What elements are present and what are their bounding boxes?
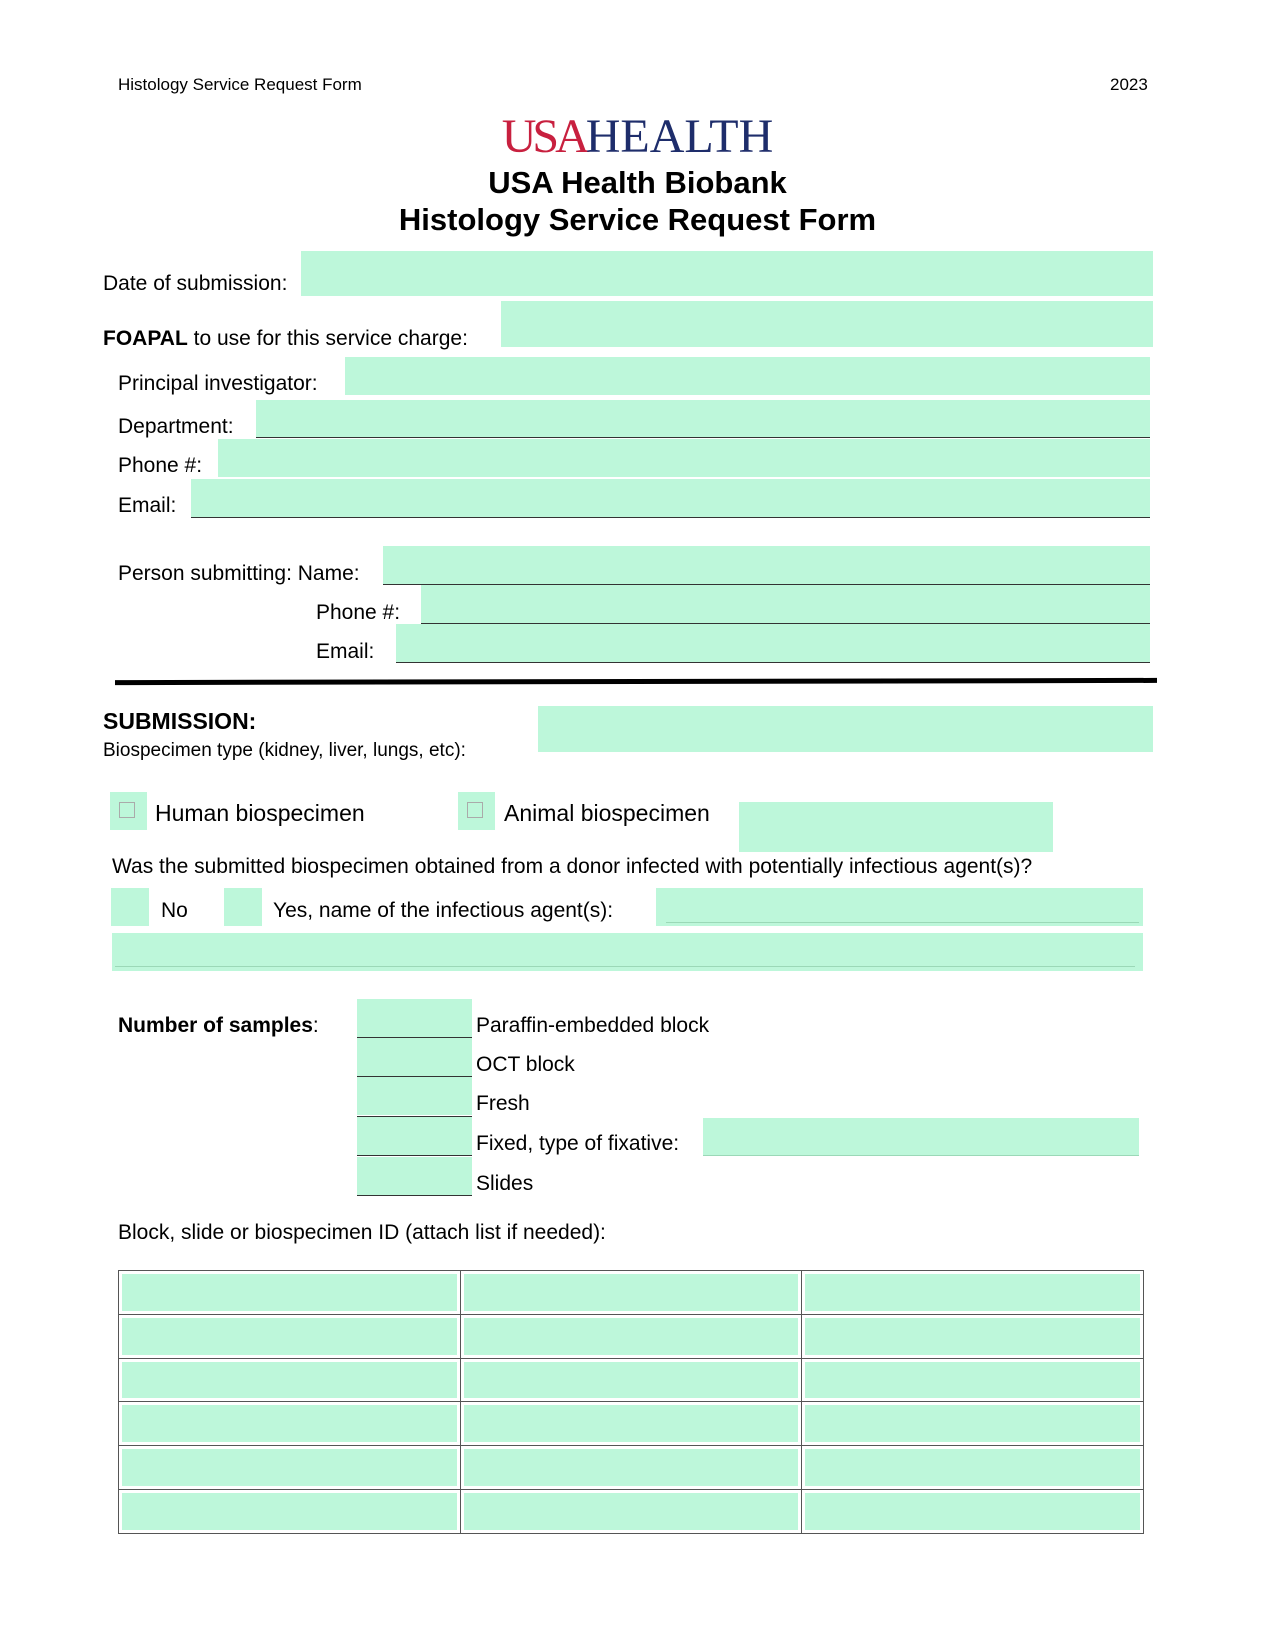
checkbox-box-icon (119, 802, 135, 818)
table-row (119, 1446, 1144, 1490)
infectious-no-label: No (161, 899, 188, 922)
id-cell[interactable] (119, 1446, 461, 1490)
animal-biospecimen-checkbox[interactable] (458, 792, 495, 830)
phone-label: Phone #: (118, 454, 203, 477)
department-field[interactable] (256, 400, 1150, 438)
department-underline (256, 437, 1150, 438)
infectious-agent-field[interactable] (656, 888, 1143, 926)
date-of-submission-field[interactable] (301, 251, 1153, 296)
id-cell[interactable] (460, 1358, 802, 1402)
date-label: Date of submission: (103, 272, 288, 295)
infectious-question: Was the submitted biospecimen obtained from a donor infected with potentially infectious agent(s)? (112, 855, 1033, 878)
human-biospecimen-checkbox[interactable] (110, 792, 147, 830)
id-cell[interactable] (460, 1402, 802, 1446)
id-cell[interactable] (802, 1314, 1144, 1358)
id-cell[interactable] (802, 1402, 1144, 1446)
id-cell[interactable] (119, 1314, 461, 1358)
fixative-underline (703, 1155, 1139, 1156)
table-row (119, 1271, 1144, 1315)
table-row (119, 1490, 1144, 1534)
id-cell[interactable] (460, 1314, 802, 1358)
fresh-count-field[interactable] (357, 1077, 472, 1115)
id-cell[interactable] (119, 1271, 461, 1315)
page-title: USA Health Biobank (488, 165, 787, 200)
checkbox-box-icon (467, 802, 483, 818)
department-label: Department: (118, 415, 234, 438)
biospecimen-type-field[interactable] (538, 706, 1153, 752)
fixed-underline (357, 1155, 472, 1156)
submitter-email-underline (396, 662, 1150, 663)
email-underline (191, 517, 1150, 518)
id-cell[interactable] (119, 1358, 461, 1402)
fixed-count-field[interactable] (357, 1117, 472, 1155)
slides-underline (357, 1195, 472, 1196)
logo-usa-text: USA (501, 110, 586, 163)
samples-label-colon: : (312, 1014, 319, 1037)
submitter-email-field[interactable] (396, 624, 1150, 662)
header-year: 2023 (1110, 75, 1148, 94)
number-of-samples-label (118, 1014, 319, 1038)
slides-count-field[interactable] (357, 1157, 472, 1195)
submitter-name-label: Person submitting: Name: (118, 562, 360, 585)
animal-biospecimen-label: Animal biospecimen (504, 800, 710, 826)
section-divider (115, 678, 1157, 685)
foapal-label (103, 327, 468, 351)
foapal-rest: to use for this service charge: (187, 327, 468, 350)
sample-type-label: Paraffin-embedded block (476, 1014, 710, 1037)
sample-type-label: Fixed, type of fixative: (476, 1132, 680, 1155)
submitter-email-label: Email: (316, 640, 375, 663)
sample-type-label: Fresh (476, 1092, 530, 1115)
id-cell[interactable] (460, 1446, 802, 1490)
submitter-name-field[interactable] (383, 546, 1150, 584)
table-row (119, 1358, 1144, 1402)
email-label: Email: (118, 494, 177, 517)
infectious-yes-checkbox[interactable] (224, 888, 262, 926)
principal-investigator-field[interactable] (345, 357, 1150, 395)
page-subtitle: Histology Service Request Form (398, 202, 877, 237)
sample-type-label: OCT block (476, 1053, 575, 1076)
pi-label: Principal investigator: (118, 372, 318, 395)
submission-heading: SUBMISSION: (103, 708, 257, 734)
infectious-no-checkbox[interactable] (111, 888, 149, 926)
phone-field[interactable] (218, 439, 1150, 477)
id-cell[interactable] (460, 1490, 802, 1534)
sample-type-label: Slides (476, 1172, 534, 1195)
id-cell[interactable] (802, 1271, 1144, 1315)
table-row (119, 1402, 1144, 1446)
oct-count-field[interactable] (357, 1038, 472, 1076)
human-biospecimen-label: Human biospecimen (155, 800, 365, 826)
biospecimen-type-label: Biospecimen type (kidney, liver, lungs, etc): (103, 740, 466, 761)
animal-species-field[interactable] (739, 802, 1053, 852)
paraffin-count-field[interactable] (357, 999, 472, 1037)
id-cell[interactable] (460, 1271, 802, 1315)
id-cell[interactable] (802, 1490, 1144, 1534)
email-field[interactable] (191, 479, 1150, 517)
logo-health-text: HEALTH (585, 110, 774, 163)
samples-label-bold: Number of samples (118, 1014, 313, 1037)
header-form-name: Histology Service Request Form (118, 75, 362, 94)
submitter-phone-field[interactable] (421, 585, 1150, 623)
biospecimen-id-table (118, 1270, 1144, 1534)
table-row (119, 1314, 1144, 1358)
infectious-agent-underline-2 (115, 966, 1135, 967)
id-cell[interactable] (119, 1402, 461, 1446)
fixative-type-field[interactable] (703, 1118, 1139, 1156)
id-cell[interactable] (119, 1490, 461, 1534)
foapal-bold: FOAPAL (103, 327, 188, 350)
submitter-phone-label: Phone #: (316, 601, 401, 624)
id-cell[interactable] (802, 1446, 1144, 1490)
infectious-agent-underline (666, 922, 1139, 923)
foapal-field[interactable] (501, 301, 1153, 347)
id-list-label: Block, slide or biospecimen ID (attach list if needed): (118, 1221, 606, 1244)
infectious-yes-label: Yes, name of the infectious agent(s): (273, 899, 614, 922)
id-cell[interactable] (802, 1358, 1144, 1402)
